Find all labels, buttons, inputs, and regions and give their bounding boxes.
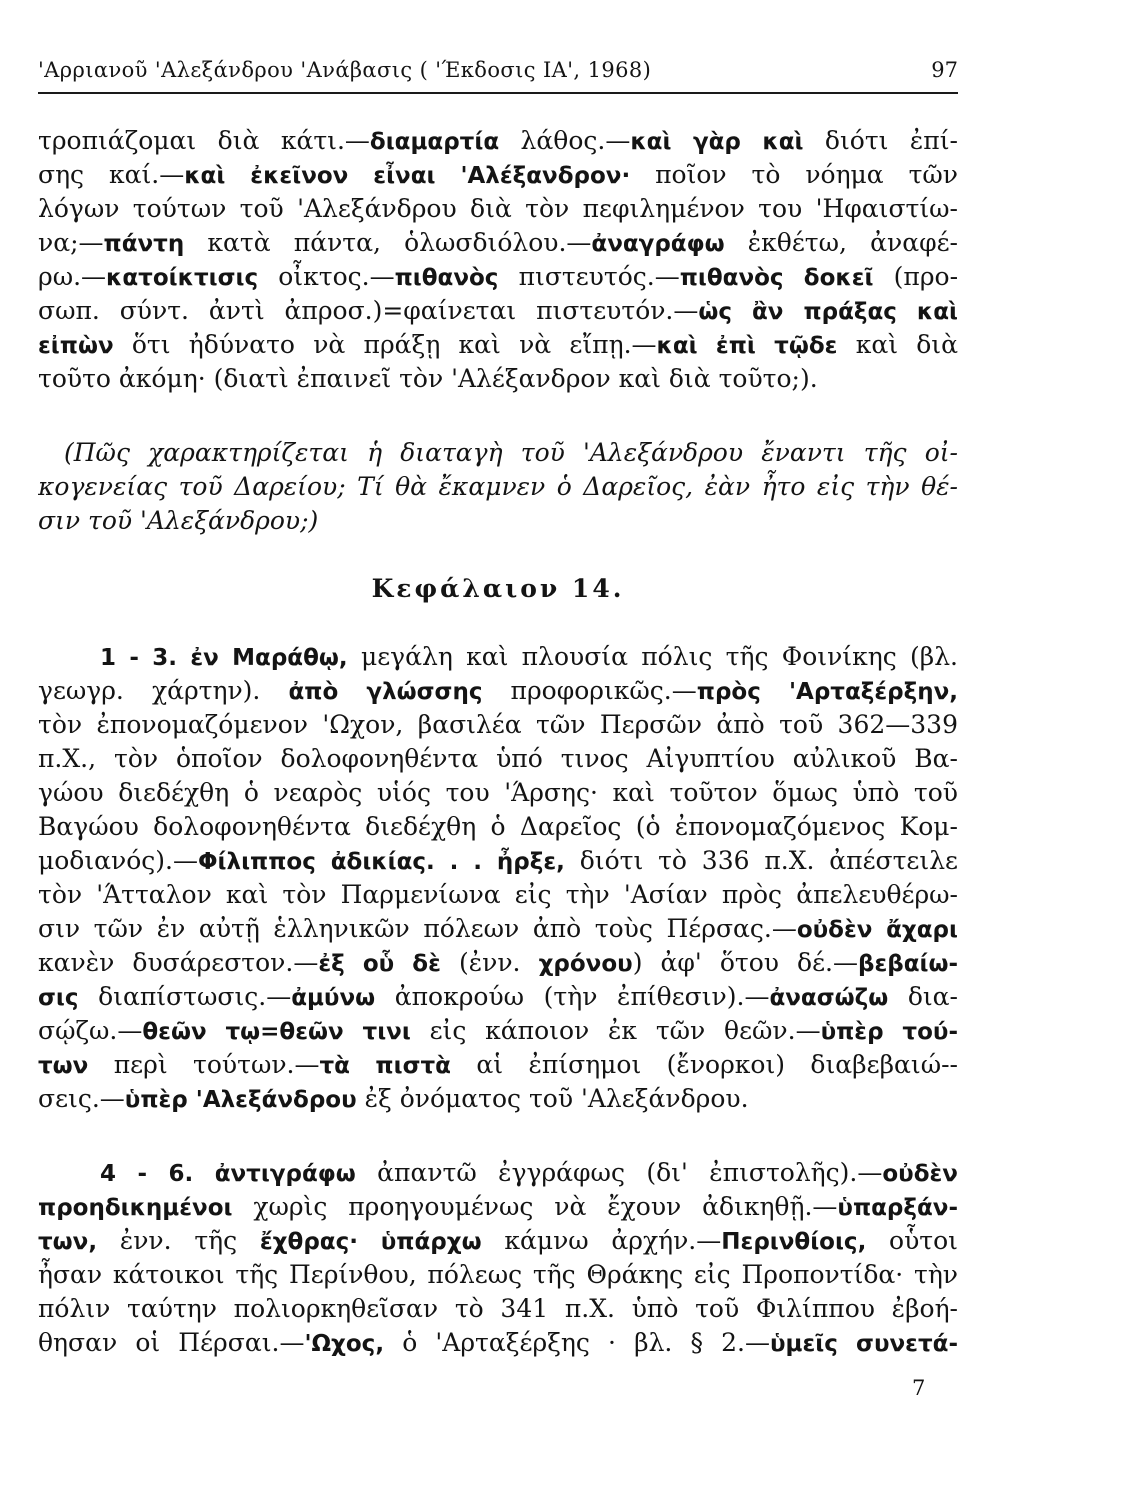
text-line [38, 1292, 958, 1326]
bold-term: διαμαρτία [369, 129, 500, 155]
text-run: (Πῶς χαρακτηρίζεται ἡ διαταγὴ τοῦ 'Αλεξάνδρου ἔναντι τῆς οἰ- [64, 438, 958, 467]
text-run: ἐκθέτω, ἀναφέ- [724, 228, 958, 257]
text-run: διότι ἐπί- [803, 126, 958, 155]
bold-term: πιθανὸς [394, 265, 499, 291]
text-run: κατὰ πάντα, ὁλωσδιόλου.— [184, 228, 592, 257]
text-run: ὁ 'Αρταξέρξης · βλ. § 2.— [384, 1328, 770, 1357]
text-line [38, 742, 958, 776]
text-run: πιστευτός.— [498, 262, 680, 291]
text-line [38, 844, 958, 878]
text-line [38, 328, 958, 362]
bold-term: οὐδὲν ἄχαρι [796, 917, 958, 943]
text-line [38, 124, 958, 158]
text-run: δια- [888, 982, 958, 1011]
chapter-heading: Κεφάλαιον 14. [371, 574, 625, 603]
text-run: οἶκτος.— [258, 262, 395, 291]
text-line [38, 980, 958, 1014]
bold-term: 'Ωχος, [304, 1331, 385, 1357]
bold-term: ὑπαρξάν- [837, 1195, 958, 1221]
text-line [38, 776, 958, 810]
bold-term: πιθανὸς δοκεῖ [679, 265, 874, 291]
bold-term: σις [38, 985, 79, 1011]
signature-mark: 7 [912, 1376, 926, 1400]
bold-term: ἐξ οὗ δὲ [318, 951, 441, 977]
text-line [38, 1326, 958, 1360]
text-run: γώου διεδέχθη ὁ νεαρὸς υἱός του 'Άρσης· καὶ τοῦτον ὅμως ὑπὸ τοῦ [38, 778, 958, 807]
text-line [38, 810, 958, 844]
text-run: διότι τὸ 336 π.Χ. ἀπέστειλε [564, 846, 958, 875]
text-run: οὗτοι [866, 1226, 958, 1255]
text-run: σιν τοῦ 'Αλεξάνδρου;) [38, 506, 319, 535]
bold-term: εἰπὼν [38, 333, 114, 359]
bold-term: καὶ ἐκεῖνον εἶναι 'Αλέξανδρον· [184, 163, 631, 189]
text-run: περὶ τούτων.— [88, 1050, 320, 1079]
text-run: μοδιανός).— [38, 846, 198, 875]
text-run: τὸν ἐπονομαζόμενον 'Ωχον, βασιλέα τῶν Περσῶν ἀπὸ τοῦ 362—339 [38, 710, 958, 739]
bold-term: ὑπὲρ τού- [820, 1019, 958, 1045]
text-line [38, 674, 958, 708]
text-run: (προ- [873, 262, 958, 291]
text-run: ἀποκρούω (τὴν ἐπίθεσιν).— [375, 982, 770, 1011]
header-rule [38, 92, 958, 94]
bold-term: ὡς ἂν πράξας καὶ [698, 299, 958, 325]
text-run: να;— [38, 228, 104, 257]
bold-term: καὶ γὰρ καὶ [630, 129, 804, 155]
text-run: ποῖον τὸ νόημα τῶν [630, 160, 958, 189]
text-run: ἦσαν κάτοικοι τῆς Περίνθου, πόλεως τῆς Θράκης εἰς Προποντίδα· τὴν [38, 1260, 958, 1289]
bold-term: των, [38, 1229, 98, 1255]
text-line [38, 294, 958, 328]
bold-term: ἀναγράφω [591, 231, 725, 257]
text-line [38, 504, 958, 538]
text-line [38, 1224, 958, 1258]
text-run: π.Χ., τὸν ὁποῖον δολοφονηθέντα ὑπό τινος Αἰγυπτίου αὐλικοῦ Βα- [38, 744, 958, 773]
bold-term: ἀνασώζω [769, 985, 889, 1011]
text-run: τὸν 'Άτταλον καὶ τὸν Παρμενίωνα εἰς τὴν 'Ασίαν πρὸς ἀπελευθέρω- [38, 880, 958, 909]
text-run: ἐνν. τῆς [97, 1226, 260, 1255]
bold-term: 1 - 3. ἐν Μαράθῳ, [100, 645, 348, 671]
bold-term: 4 - 6. ἀντιγράφω [100, 1161, 356, 1187]
text-run: τροπιάζομαι διὰ κάτι.— [38, 126, 370, 155]
text-run: ρω.— [38, 262, 107, 291]
text-line [38, 1014, 958, 1048]
text-line [38, 708, 958, 742]
text-run: πόλιν ταύτην πολιορκηθεῖσαν τὸ 341 π.Χ. ὑπὸ τοῦ Φιλίππου ἐβοή- [38, 1294, 958, 1323]
bold-term: πάντη [103, 231, 185, 257]
bold-term: Περινθίοις, [721, 1229, 867, 1255]
text-line [38, 1048, 958, 1082]
text-run: αἱ ἐπίσημοι (ἔνορκοι) διαβεβαιώ-- [450, 1050, 958, 1079]
text-run: εἰς κάποιον ἐκ τῶν θεῶν.— [410, 1016, 821, 1045]
text-run: (ἐνν. [440, 948, 539, 977]
text-line [100, 640, 958, 674]
bold-term: ὑμεῖς συνετά- [770, 1331, 958, 1357]
bold-term: καὶ ἐπὶ τῷδε [656, 333, 838, 359]
text-line [64, 436, 958, 470]
text-line [38, 878, 958, 912]
text-run: κάμνω ἀρχήν.— [481, 1226, 722, 1255]
text-run: ἐξ ὀνόματος τοῦ 'Αλεξάνδρου. [356, 1084, 749, 1113]
text-run: ὅτι ἠδύνατο νὰ πράξῃ καὶ νὰ εἴπῃ.— [113, 330, 657, 359]
text-run: μεγάλη καὶ πλουσία πόλις τῆς Φοινίκης (βλ. [347, 642, 958, 671]
text-run: θησαν οἱ Πέρσαι.— [38, 1328, 305, 1357]
text-line [38, 1190, 958, 1224]
bold-term: ὑπὲρ 'Αλεξάνδρου [124, 1087, 357, 1113]
bold-term: τὰ πιστὰ [319, 1053, 451, 1079]
page-number: 97 [931, 58, 958, 82]
text-line [38, 912, 958, 946]
text-run: διαπίστωσις.— [78, 982, 292, 1011]
running-header [38, 58, 958, 92]
text-line [38, 158, 958, 192]
text-line [38, 470, 958, 504]
bold-term: πρὸς 'Αρταξέρξην, [696, 679, 958, 705]
text-line [38, 1082, 958, 1116]
bold-term: προηδικημένοι [38, 1195, 233, 1221]
text-line [38, 946, 958, 980]
bold-term: ἀμύνω [291, 985, 376, 1011]
text-run: τοῦτο ἀκόμη· (διατὶ ἐπαινεῖ τὸν 'Αλέξανδρον καὶ διὰ τοῦτο;). [38, 364, 818, 393]
text-run: προφορικῶς.— [482, 676, 697, 705]
text-run: Βαγώου δολοφονηθέντα διεδέχθη ὁ Δαρεῖος (ὁ ἐπονομαζόμενος Κομ- [38, 812, 958, 841]
bold-term: των [38, 1053, 89, 1079]
text-run: χωρὶς προηγουμένως νὰ ἔχουν ἀδικηθῇ.— [232, 1192, 838, 1221]
text-run: λόγων τούτων τοῦ 'Αλεξάνδρου διὰ τὸν πεφιλημένον του 'Ηφαιστίω- [38, 194, 958, 223]
text-run: ) ἀφ' ὅτου δέ.— [632, 948, 858, 977]
bold-term: θεῶν τῳ=θεῶν τινι [142, 1019, 411, 1045]
text-run: σωπ. σύντ. ἀντὶ ἀπροσ.)=φαίνεται πιστευτόν.— [38, 296, 699, 325]
text-line [38, 1258, 958, 1292]
bold-term: ἀπὸ γλώσσης [288, 679, 483, 705]
bold-term: οὐδὲν [882, 1161, 958, 1187]
text-run: σεις.— [38, 1084, 125, 1113]
text-run: σης καί.— [38, 160, 185, 189]
bold-term: ἔχθρας· ὑπάρχω [259, 1229, 482, 1255]
bold-term: Φίλιππος ἀδικίας. . . ἦρξε, [198, 849, 565, 875]
bold-term: χρόνου [538, 951, 633, 977]
text-line [38, 260, 958, 294]
bold-term: κατοίκτισις [106, 265, 259, 291]
text-run: σιν τῶν ἐν αὐτῇ ἑλληνικῶν πόλεων ἀπὸ τοὺς Πέρσας.— [38, 914, 797, 943]
text-run: λάθος.— [499, 126, 631, 155]
text-line [38, 226, 958, 260]
text-run: καὶ διὰ [837, 330, 958, 359]
text-line [38, 192, 958, 226]
text-run: ἀπαντῶ ἐγγράφως (δι' ἐπιστολῆς).— [355, 1158, 883, 1187]
text-line [100, 1156, 958, 1190]
text-run: σῴζω.— [38, 1016, 143, 1045]
bold-term: βεβαίω- [858, 951, 958, 977]
text-line [38, 362, 958, 396]
text-run: κογενείας τοῦ Δαρείου; Τί θὰ ἔκαμνεν ὁ Δαρεῖος, ἐὰν ἦτο εἰς τὴν θέ- [38, 472, 958, 501]
text-run: κανὲν δυσάρεστον.— [38, 948, 319, 977]
running-title: 'Αρριανοῦ 'Αλεξάνδρου 'Ανάβασις ( 'Έκδοσις ΙΑ', 1968) [38, 58, 652, 82]
text-run: γεωγρ. χάρτην). [38, 676, 289, 705]
